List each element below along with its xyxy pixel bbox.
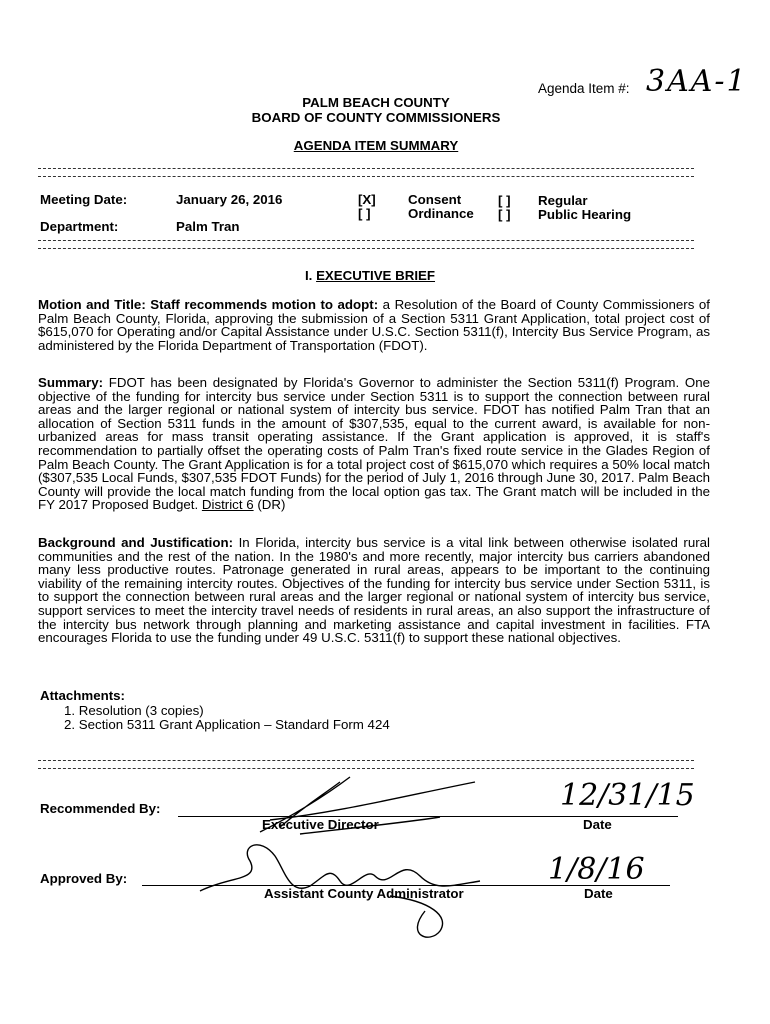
separator <box>38 168 694 177</box>
section-number: I. <box>304 268 313 283</box>
summary-label: Summary: <box>38 375 104 390</box>
motion-text: a Resolution of the Board of County Commissioners of Palm Beach County, Florida, approving the submission of a Section 5311 Grant Application, total project cost of $615,070 for Operating and/or Capital Assistance under U.S.C. Section 5311(f), Intercity Bus Service Program, as administered by the Florida Department of Transportation (FDOT). <box>38 297 710 353</box>
approved-date: 1/8/16 <box>548 852 645 887</box>
summary-tail: (DR) <box>257 497 286 513</box>
ordinance-checkbox[interactable]: [ ] <box>358 206 371 221</box>
separator <box>38 240 694 249</box>
summary-text: FDOT has been designated by Florida's Governor to administer the Section 5311(f) Program. One objective of the funding for intercity bus service under Section 5311 is to support the connection between rural areas and the larger regional or national system of intercity bus service. FDOT has notified Palm Tran that an allocation of Section 5311 funds in the amount of $307,535, equal to the current award, is available for non-urbanized areas for mass transit operating assistance. If the Grant application is approved, it is staff's recommendation to partially offset the operating costs of Palm Tran's fixed route service in the Glades Region of Palm Beach County. The Grant Application is for a total project cost of $615,070 which requires a 50% local match ($307,535 Local Funds, $307,535 FDOT Funds) for the period of July 1, 2016 through June 30, 2017. Palm Beach County will provide the local match funding from the local option gas tax. The Grant match will be included in the FY 2017 Proposed Budget. <box>38 375 711 513</box>
public-hearing-checkbox[interactable]: [ ] <box>498 207 511 222</box>
section-heading <box>0 268 740 283</box>
summary-district: District 6 <box>201 497 254 513</box>
background-text: In Florida, intercity bus service is a vital link between otherwise isolated rural communities and the rest of the nation. In the 1980's and more recently, major intercity bus carriers abandoned many less productive routes. Patronage generated in rural areas, appears to be important to the continuing viability of the remaining intercity routes. Objectives of the funding for intercity bus service under Section 5311, is to support the connection between rural areas and the larger regional or national system of intercity bus service, support services to meet the intercity travel needs of residents in rural areas, an also support the infrastructure of the intercity bus network through planning and marketing assistance and capital investment in facilities. FTA encourages Florida to use the funding under 49 U.S.C. 5311(f) to support these national objectives. <box>38 535 710 646</box>
regular-label: Regular <box>538 193 588 208</box>
background-label: Background and Justification: <box>38 535 234 550</box>
recommended-by-label: Recommended By: <box>40 801 161 816</box>
recommended-date-label: Date <box>583 817 612 832</box>
motion-lead: Staff recommends motion to adopt: <box>150 297 379 312</box>
attachments-label: Attachments: <box>40 688 125 703</box>
agenda-item-number: 3AA-1 <box>646 64 748 99</box>
summary-paragraph <box>38 376 710 512</box>
board-name: BOARD OF COUNTY COMMISSIONERS <box>251 110 501 125</box>
regular-checkbox[interactable]: [ ] <box>498 193 511 208</box>
meeting-date-value: January 26, 2016 <box>176 192 283 207</box>
attachment-item: 1. Resolution (3 copies) <box>64 703 204 718</box>
approved-date-label: Date <box>584 886 613 901</box>
motion-paragraph <box>38 298 710 352</box>
background-paragraph <box>38 536 710 645</box>
separator <box>38 760 694 769</box>
motion-label: Motion and Title: <box>38 297 146 312</box>
summary-title: AGENDA ITEM SUMMARY <box>293 138 459 153</box>
consent-checkbox[interactable]: [X] <box>358 192 376 207</box>
ordinance-label: Ordinance <box>408 206 474 221</box>
attachment-item: 2. Section 5311 Grant Application – Standard Form 424 <box>64 717 390 732</box>
meeting-date-label: Meeting Date: <box>40 192 128 207</box>
public-hearing-label: Public Hearing <box>538 207 632 222</box>
section-title: EXECUTIVE BRIEF <box>316 268 436 283</box>
department-value: Palm Tran <box>176 219 240 234</box>
department-label: Department: <box>40 219 119 234</box>
recommended-title: Executive Director <box>262 817 379 832</box>
consent-label: Consent <box>408 192 462 207</box>
approved-title: Assistant County Administrator <box>264 886 464 901</box>
recommended-date: 12/31/15 <box>560 778 695 813</box>
agenda-item-label: Agenda Item #: <box>538 81 630 96</box>
approved-by-label: Approved By: <box>40 871 128 886</box>
county-name: PALM BEACH COUNTY <box>302 95 450 110</box>
